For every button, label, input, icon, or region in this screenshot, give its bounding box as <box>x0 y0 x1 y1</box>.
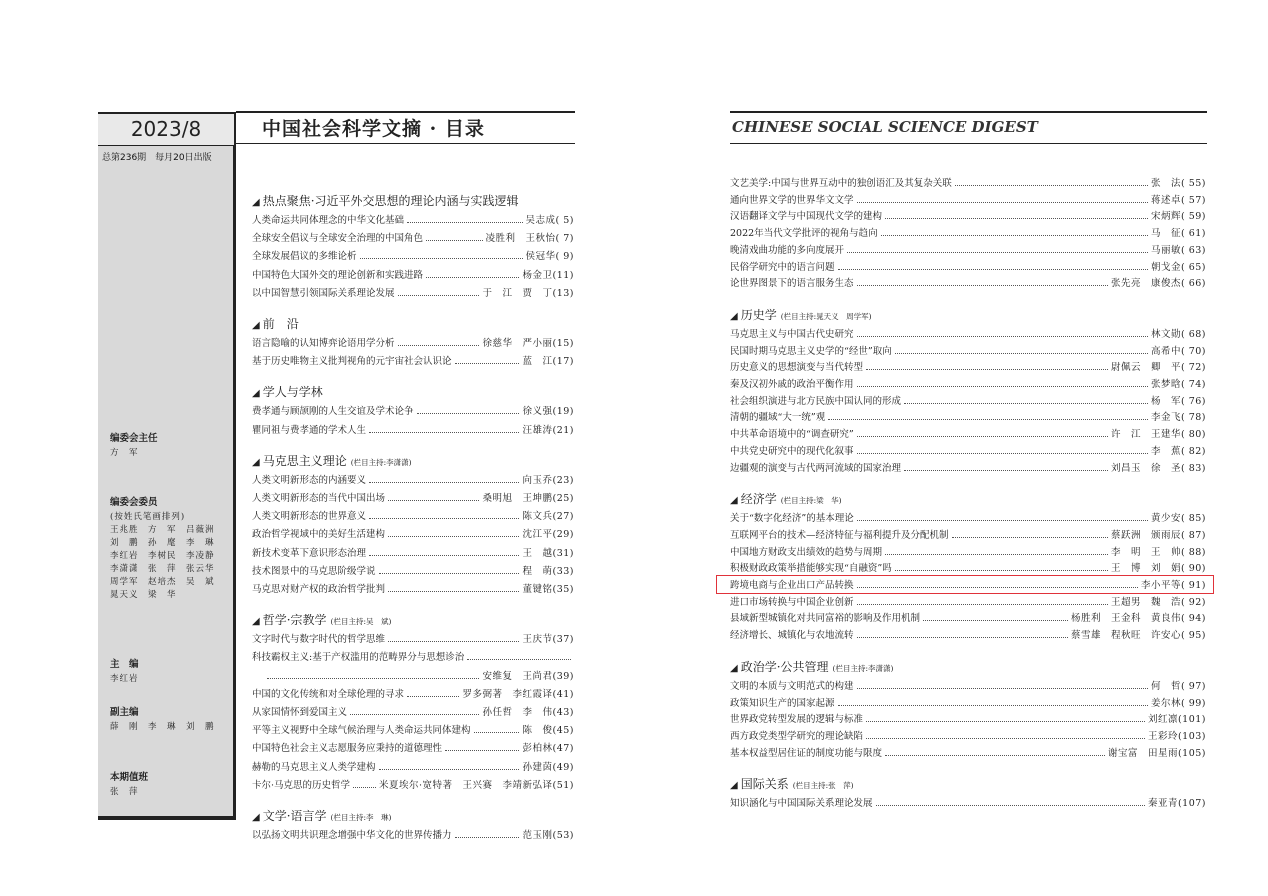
entry-title: 科技霸权主义:基于产权滥用的范畴界分与思想诊治 <box>252 652 465 664</box>
leader-dots <box>350 714 479 715</box>
toc-entry[interactable] <box>252 827 574 841</box>
leader-dots <box>388 641 519 642</box>
entry-author-page: 徐义强(19) <box>522 406 574 418</box>
toc-entry[interactable] <box>252 704 574 718</box>
leader-dots <box>369 555 519 556</box>
toc-entry[interactable] <box>252 353 574 367</box>
entry-title: 从家国情怀到爱国主义 <box>252 707 348 718</box>
entry-author-page: 王彩玲(103) <box>1147 730 1206 742</box>
entry-title: 秦及汉初外戚的政治平衡作用 <box>730 379 854 390</box>
section-editor-note: (栏目主持:梁 华) <box>780 496 842 506</box>
entry-author-page: 吴志成( 5) <box>525 215 574 226</box>
entry-title: 人类文明新形态的当代中国出场 <box>252 493 386 504</box>
entry-author-page: 高希中( 70) <box>1150 345 1206 357</box>
section-heading <box>252 452 412 469</box>
entry-title: 中国特色大国外交的理论创新和实践进路 <box>252 269 424 281</box>
entry-title: 世界政党转型发展的逻辑与标准 <box>730 714 864 726</box>
leader-dots <box>857 202 1148 203</box>
entry-title: 知识涵化与中国国际关系理论发展 <box>730 798 873 810</box>
entry-title: 瞿同祖与费孝通的学术人生 <box>252 424 367 436</box>
leader-dots <box>895 353 1148 354</box>
leader-dots <box>857 336 1148 337</box>
section-heading <box>252 383 323 400</box>
entry-title: 马克思对财产权的政治哲学批判 <box>252 584 386 595</box>
entry-author-page: 王庆节(37) <box>522 634 574 646</box>
entry-author-page: 李金飞( 78) <box>1150 412 1206 424</box>
toc-entry[interactable] <box>730 409 1206 423</box>
leader-dots <box>388 591 519 592</box>
leader-dots <box>353 787 376 788</box>
section-heading <box>252 611 391 628</box>
board-group-title: 本期值班 <box>110 772 149 783</box>
toc-entry[interactable] <box>730 711 1206 725</box>
entry-title: 民俗学研究中的语言问题 <box>730 261 835 273</box>
toc-entry[interactable] <box>730 678 1206 692</box>
section-title: 历史学 <box>740 307 777 322</box>
board-group <box>110 656 234 686</box>
toc-entry[interactable] <box>730 359 1206 373</box>
entry-title: 民国时期马克思主义史学的“经世”取向 <box>730 345 892 357</box>
leader-dots <box>866 738 1145 739</box>
entry-author-page: 程 萌(33) <box>522 565 574 577</box>
section-title: 马克思主义理论 <box>262 453 347 468</box>
entry-author-page: 林文勋( 68) <box>1150 328 1206 340</box>
entry-title: 积极财政政策举措能够实现“自融资”吗 <box>730 563 892 575</box>
entry-author-page: 罗多弼著 李红霞译(41) <box>462 688 574 700</box>
leader-dots <box>904 403 1148 404</box>
entry-title: 边疆观的演变与古代两河流域的国家治理 <box>730 462 902 474</box>
toc-entry[interactable] <box>252 230 574 244</box>
leader-dots <box>398 345 480 346</box>
leader-dots <box>360 258 523 259</box>
section-editor-note: (栏目主持:李潇潇) <box>350 457 412 467</box>
page-title-cn: 中国社会科学文摘 · 目录 <box>262 118 485 140</box>
entry-author-page: 董键铭(35) <box>522 584 574 595</box>
entry-title: 互联网平台的技术—经济特征与福利提升及分配机制 <box>730 529 949 541</box>
section-title: 热点聚焦·习近平外交思想的理论内涵与实践逻辑 <box>262 194 519 208</box>
board-member-line: 方 军 <box>110 448 139 458</box>
toc-entry[interactable] <box>730 259 1206 273</box>
entry-author-page: 宋炳辉( 59) <box>1150 211 1206 223</box>
leader-dots <box>426 277 519 278</box>
entry-author-page: 李 蕉( 82) <box>1150 445 1206 457</box>
leader-dots <box>885 755 1105 756</box>
entry-title: 西方政党类型学研究的理论缺陷 <box>730 730 864 742</box>
leader-dots <box>876 805 1145 806</box>
section-title: 学人与学林 <box>262 385 323 400</box>
entry-title: 语言隐喻的认知博弈论语用学分析 <box>252 338 395 349</box>
entry-title: 政策知识生产的国家起源 <box>730 697 835 709</box>
entry-title: 中共党史研究中的现代化叙事 <box>730 445 854 457</box>
entry-author-page: 马 征( 61) <box>1150 228 1206 240</box>
toc-entry[interactable] <box>252 668 574 682</box>
entry-title: 卡尔·马克思的历史哲学 <box>252 779 351 791</box>
section-title: 前 沿 <box>262 317 299 331</box>
leader-dots <box>445 750 519 751</box>
toc-entry[interactable] <box>252 563 574 577</box>
leader-dots <box>857 436 1108 437</box>
board-group-title: 编委会主任 <box>110 433 158 444</box>
entry-author-page: 于 江 贾 丁(13) <box>482 287 574 299</box>
toc-entry[interactable] <box>252 285 574 299</box>
toc-entry[interactable] <box>730 460 1206 474</box>
toc-entry[interactable] <box>252 581 574 595</box>
section-title: 哲学·宗教学 <box>262 613 327 628</box>
section-editor-note: (栏目主持:李 琳) <box>330 813 392 822</box>
leader-dots <box>904 470 1108 471</box>
board-member-line: 李红岩 李树民 李凌静 <box>110 551 215 561</box>
entry-author-page: 尉佩云 卿 平( 72) <box>1110 362 1206 374</box>
board-group <box>110 769 234 799</box>
page-title-en: CHINESE SOCIAL SCIENCE DIGEST <box>732 118 1038 136</box>
toc-entry[interactable] <box>252 403 574 417</box>
toc-entry[interactable] <box>252 212 574 226</box>
entry-author-page: 汪雄涛(21) <box>522 424 574 436</box>
leader-dots <box>417 413 520 414</box>
section-heading <box>730 306 872 323</box>
section-title: 国际关系 <box>740 777 789 792</box>
section-editor-note: (栏目主持:晁天义 周学军) <box>780 311 872 321</box>
entry-author-page: 蒋述卓( 57) <box>1150 194 1206 206</box>
board-group-title: 主 编 <box>110 659 139 670</box>
toc-entry[interactable] <box>252 545 574 559</box>
entry-author-page: 马丽敏( 63) <box>1150 244 1206 256</box>
section-title: 文学·语言学 <box>262 809 327 823</box>
board-member-line: 王兆胜 方 军 吕薇洲 <box>110 525 215 535</box>
entry-title: 通向世界文学的世界华文文学 <box>730 194 854 206</box>
entry-author-page: 李 明 王 帅( 88) <box>1110 546 1206 558</box>
entry-title: 费孝通与顾颉刚的人生交谊及学术论争 <box>252 406 414 418</box>
entry-title: 文明的本质与文明范式的构建 <box>730 680 854 692</box>
toc-entry[interactable] <box>252 422 574 436</box>
triangle-bullet-icon: ◢ <box>730 780 738 792</box>
entry-author-page: 姜尔林( 99) <box>1150 697 1206 709</box>
toc-entry[interactable] <box>252 248 574 262</box>
toc-entry[interactable] <box>730 192 1206 206</box>
entry-author-page: 蔡跃洲 颁雨辰( 87) <box>1110 529 1206 541</box>
entry-author-page: 谢宝富 田星雨(105) <box>1107 747 1206 759</box>
entry-title: 中共革命语境中的“调查研究” <box>730 429 854 441</box>
leader-dots <box>474 732 520 733</box>
toc-entry[interactable] <box>252 526 574 540</box>
toc-entry[interactable] <box>730 225 1206 239</box>
entry-title: 进口市场转换与中国企业创新 <box>730 596 854 608</box>
toc-entry[interactable] <box>730 393 1206 407</box>
entry-author-page: 蓝 江(17) <box>522 356 574 368</box>
leader-dots <box>857 386 1148 387</box>
leader-dots <box>828 419 1148 420</box>
leader-dots <box>923 620 1068 621</box>
leader-dots <box>881 235 1148 236</box>
triangle-bullet-icon: ◢ <box>252 456 260 468</box>
toc-entry[interactable] <box>730 208 1206 222</box>
leader-dots <box>379 769 520 770</box>
section-title: 经济学 <box>740 492 777 507</box>
entry-author-page: 李小平等( 91) <box>1140 580 1206 591</box>
entry-title: 新技术变革下意识形态治理 <box>252 547 367 559</box>
entry-author-page: 张 法( 55) <box>1150 178 1206 189</box>
entry-author-page: 蔡雪雄 程秋旺 许安心( 95) <box>1070 630 1206 642</box>
entry-author-page: 彭柏林(47) <box>522 743 574 755</box>
entry-title: 全球发展倡议的多维论析 <box>252 251 357 263</box>
toc-entry[interactable] <box>730 175 1206 189</box>
leader-dots <box>857 604 1108 605</box>
entry-title: 论世界图景下的语言服务生态 <box>730 278 854 290</box>
triangle-bullet-icon: ◢ <box>252 812 260 823</box>
toc-entry[interactable] <box>730 745 1206 759</box>
entry-author-page: 杨胜利 王金科 黄良伟( 94) <box>1070 613 1206 625</box>
leader-dots <box>952 537 1108 538</box>
leader-dots <box>885 218 1148 219</box>
toc-entry[interactable] <box>730 242 1206 256</box>
leader-dots <box>857 285 1108 286</box>
leader-dots <box>838 269 1148 270</box>
entry-title: 汉语翻译文学与中国现代文学的建构 <box>730 211 883 223</box>
board-member-line: 周学军 赵培杰 吴 斌 <box>110 577 215 587</box>
entry-title: 人类命运共同体理念的中华文化基础 <box>252 215 405 226</box>
toc-entry[interactable] <box>730 610 1206 624</box>
entry-title: 基本权益型居住证的制度功能与限度 <box>730 747 883 759</box>
entry-author-page: 朝戈金( 65) <box>1150 261 1206 273</box>
triangle-bullet-icon: ◢ <box>252 320 260 331</box>
toc-entry[interactable] <box>730 426 1206 440</box>
entry-author-page: 杨 军( 76) <box>1150 395 1206 407</box>
entry-title: 关于“数字化经济”的基本理论 <box>730 513 854 525</box>
leader-dots <box>895 570 1108 571</box>
leader-dots <box>388 536 519 537</box>
leader-dots <box>885 554 1108 555</box>
left-header-rule <box>236 143 575 144</box>
toc-entry[interactable] <box>730 443 1206 457</box>
board-member-line: 晁天义 梁 华 <box>110 590 177 600</box>
toc-entry[interactable] <box>730 275 1206 289</box>
entry-author-page: 凌胜利 王秋怡( 7) <box>485 233 574 245</box>
leader-dots <box>955 185 1148 186</box>
leader-dots <box>398 295 480 296</box>
section-editor-note: (栏目主持:张 萍) <box>792 781 854 791</box>
leader-dots <box>455 837 520 838</box>
toc-entry[interactable] <box>730 376 1206 390</box>
left-top-rule <box>236 111 575 113</box>
board-group <box>110 430 234 460</box>
section-heading <box>252 315 299 332</box>
issue-number: 2023/8 <box>98 112 234 146</box>
leader-dots <box>267 678 479 679</box>
entry-title: 社会组织演进与北方民族中国认同的形成 <box>730 395 902 407</box>
toc-entry[interactable] <box>730 695 1206 709</box>
entry-author-page: 孙任哲 李 伟(43) <box>482 707 574 718</box>
entry-author-page: 桑明旭 王坤鹏(25) <box>482 493 574 504</box>
triangle-bullet-icon: ◢ <box>730 662 738 674</box>
entry-title: 经济增长、城镇化与农地流转 <box>730 630 854 642</box>
leader-dots <box>369 482 519 483</box>
entry-author-page: 许 江 王建华( 80) <box>1110 429 1206 441</box>
entry-title: 清朝的疆域“大一统”观 <box>730 412 826 424</box>
toc-entry[interactable] <box>252 335 574 349</box>
entry-author-page: 徐慈华 严小丽(15) <box>482 338 574 349</box>
leader-dots <box>369 432 519 433</box>
section-editor-note: (栏目主持:吴 斌) <box>330 617 392 627</box>
entry-author-page: 刘昌玉 徐 圣( 83) <box>1110 462 1206 474</box>
board-group-title: 编委会委员 <box>110 497 158 508</box>
leader-dots <box>847 252 1148 253</box>
entry-title: 文字时代与数字时代的哲学思维 <box>252 634 386 646</box>
entry-title: 中国的文化传统和对全球伦理的寻求 <box>252 688 405 700</box>
board-group <box>110 494 234 602</box>
leader-dots <box>857 688 1148 689</box>
leader-dots <box>857 453 1148 454</box>
entry-title: 技术图景中的马克思阶级学说 <box>252 565 376 577</box>
toc-entry[interactable] <box>252 740 574 754</box>
section-title: 政治学·公共管理 <box>740 659 829 674</box>
board-group-title: 副主编 <box>110 707 139 718</box>
entry-author-page: 陈文兵(27) <box>522 511 574 523</box>
entry-author-page: 杨金卫(11) <box>522 269 574 281</box>
entry-title: 文艺美学:中国与世界互动中的独创语汇及其复杂关联 <box>730 178 952 189</box>
leader-dots <box>455 363 520 364</box>
entry-author-page: 黄少安( 85) <box>1150 513 1206 525</box>
toc-entry[interactable] <box>252 649 574 663</box>
toc-entry[interactable] <box>252 508 574 522</box>
leader-dots <box>866 721 1145 722</box>
leader-dots <box>857 520 1148 521</box>
section-heading <box>730 658 893 675</box>
leader-dots <box>407 696 459 697</box>
toc-entry[interactable] <box>252 631 574 645</box>
entry-author-page: 侯冠华( 9) <box>525 251 574 263</box>
entry-author-page: 米夏埃尔·宽特著 王兴赛 李靖新弘译(51) <box>378 779 574 791</box>
toc-entry[interactable] <box>252 759 574 773</box>
right-top-rule <box>730 111 1207 113</box>
toc-entry[interactable] <box>252 267 574 281</box>
toc-entry[interactable] <box>730 510 1206 524</box>
entry-title: 跨境电商与企业出口产品转换 <box>730 580 854 591</box>
entry-title: 中国地方财政支出绩效的趋势与周期 <box>730 546 883 558</box>
toc-entry[interactable] <box>252 777 574 791</box>
entry-author-page: 孙建茵(49) <box>522 761 574 773</box>
leader-dots <box>838 705 1148 706</box>
triangle-bullet-icon: ◢ <box>252 616 260 628</box>
entry-title: 历史意义的思想演变与当代转型 <box>730 362 864 374</box>
toc-entry[interactable] <box>252 722 574 736</box>
toc-entry[interactable] <box>730 795 1206 809</box>
triangle-bullet-icon: ◢ <box>730 310 738 322</box>
entry-title: 2022年当代文学批评的视角与趋向 <box>730 228 878 240</box>
toc-entry[interactable] <box>730 728 1206 742</box>
entry-title: 全球安全倡议与全球安全治理的中国角色 <box>252 233 424 245</box>
leader-dots <box>866 369 1108 370</box>
triangle-bullet-icon: ◢ <box>730 495 738 507</box>
board-member-line: 薛 刚 李 琳 刘 鹏 <box>110 722 215 732</box>
leader-dots <box>379 573 520 574</box>
entry-title: 以弘扬文明共识理念增强中华文化的世界传播力 <box>252 830 452 841</box>
leader-dots <box>388 500 479 501</box>
toc-entry[interactable] <box>730 560 1206 574</box>
entry-title: 赫勒的马克思主义人类学建构 <box>252 761 376 773</box>
entry-author-page: 王 越(31) <box>522 547 574 559</box>
entry-author-page: 范玉刚(53) <box>522 830 574 841</box>
toc-entry[interactable] <box>730 326 1206 340</box>
entry-title: 中国特色社会主义志愿服务应秉持的道德理性 <box>252 743 443 755</box>
entry-author-page: 张梦晗( 74) <box>1150 379 1206 390</box>
board-member-line: 刘 鹏 孙 麾 李 琳 <box>110 538 215 548</box>
right-header-rule <box>730 143 1207 144</box>
leader-dots <box>369 518 519 519</box>
board-member-line: 李红岩 <box>110 674 139 684</box>
entry-title: 县域新型城镇化对共同富裕的影响及作用机制 <box>730 613 921 625</box>
entry-author-page: 何 哲( 97) <box>1150 680 1206 692</box>
section-editor-note: (栏目主持:李潇潇) <box>832 663 894 673</box>
entry-title: 以中国智慧引领国际关系理论发展 <box>252 287 395 299</box>
entry-author-page: 安维复 王尚君(39) <box>482 670 574 682</box>
board-member-line: (按姓氏笔画排列) <box>110 512 186 522</box>
section-heading <box>252 192 519 209</box>
leader-dots <box>857 637 1068 638</box>
highlight-box <box>716 575 1214 594</box>
toc-entry[interactable] <box>730 527 1206 541</box>
leader-dots <box>467 659 571 660</box>
issue-info: 总第236期 每月20日出版 <box>102 153 212 163</box>
toc-entry[interactable] <box>730 544 1206 558</box>
toc-entry[interactable] <box>252 686 574 700</box>
section-heading <box>730 775 854 792</box>
entry-title: 马克思主义与中国古代史研究 <box>730 328 854 340</box>
entry-author-page: 沈江平(29) <box>522 529 574 541</box>
triangle-bullet-icon: ◢ <box>252 388 260 400</box>
sidebar-bottom-rule <box>98 816 236 820</box>
board-member-line: 李潇潇 张 萍 张云华 <box>110 564 215 574</box>
toc-entry[interactable] <box>730 343 1206 357</box>
entry-author-page: 向玉乔(23) <box>522 474 574 486</box>
entry-title: 晚清戏曲功能的多向度展开 <box>730 244 845 256</box>
section-heading <box>252 807 391 824</box>
leader-dots <box>426 240 483 241</box>
toc-entry[interactable] <box>252 472 574 486</box>
entry-author-page: 秦亚青(107) <box>1147 798 1206 810</box>
leader-dots <box>407 222 523 223</box>
triangle-bullet-icon: ◢ <box>252 197 260 208</box>
entry-author-page: 刘红凛(101) <box>1147 714 1206 726</box>
board-group <box>110 704 234 734</box>
entry-author-page: 王 博 刘 娟( 90) <box>1110 563 1206 575</box>
entry-author-page: 王超男 魏 浩( 92) <box>1110 596 1206 608</box>
toc-entry[interactable] <box>730 627 1206 641</box>
entry-author-page: 张先亮 康俊杰( 66) <box>1110 278 1206 290</box>
board-member-line: 张 萍 <box>110 787 139 797</box>
entry-title: 平等主义视野中全球气候治理与人类命运共同体建构 <box>252 725 471 737</box>
section-heading <box>730 490 842 507</box>
entry-title: 人类文明新形态的世界意义 <box>252 511 367 523</box>
toc-entry[interactable] <box>252 490 574 504</box>
entry-title: 政治哲学视域中的美好生活建构 <box>252 529 386 541</box>
toc-entry[interactable] <box>730 594 1206 608</box>
entry-title: 基于历史唯物主义批判视角的元宇宙社会认识论 <box>252 356 452 368</box>
entry-author-page: 陈 俊(45) <box>522 725 574 737</box>
entry-title: 人类文明新形态的内涵要义 <box>252 474 367 486</box>
